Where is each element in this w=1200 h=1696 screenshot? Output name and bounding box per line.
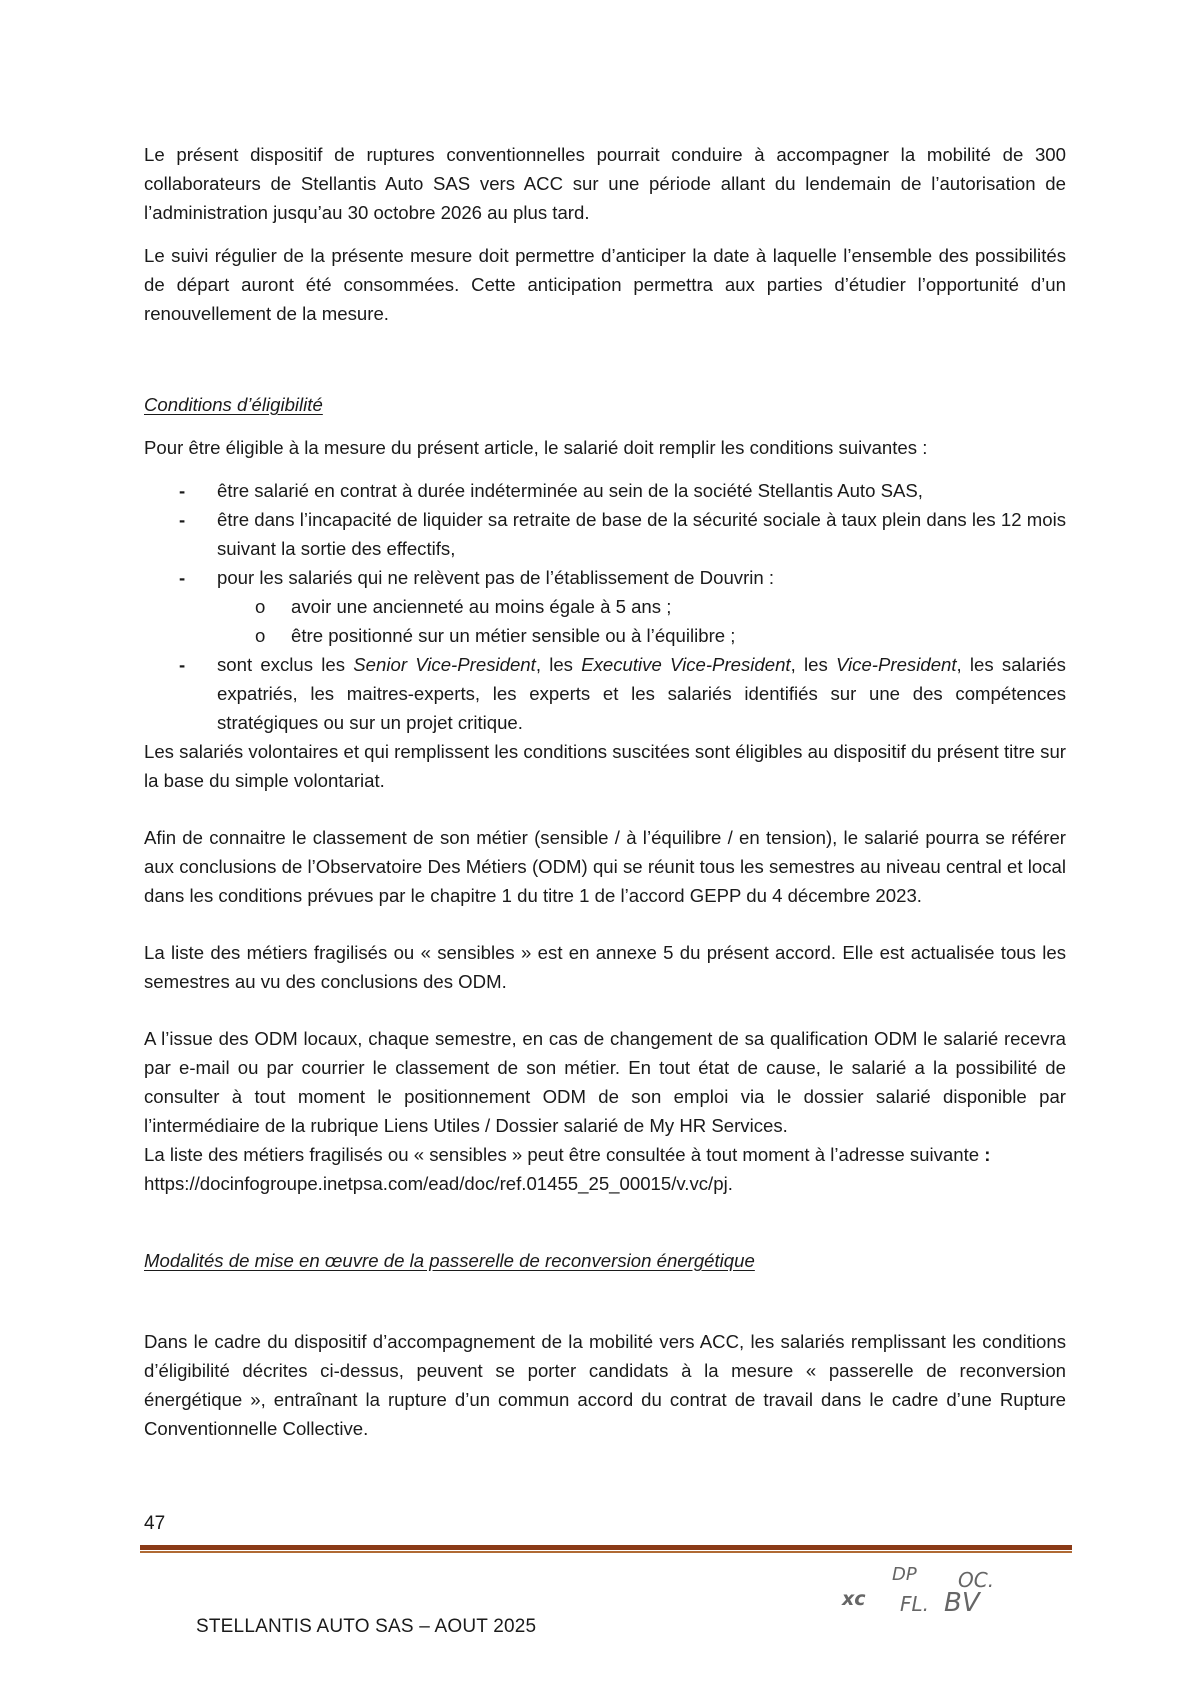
initials-fl: FL. — [900, 1592, 930, 1616]
footer-rule — [140, 1545, 1072, 1550]
condition-retirement: être dans l’incapacité de liquider sa retraite de base de la sécurité sociale à taux plein dans les 12 mois suivant la sortie des effectifs, — [217, 509, 1066, 559]
list-item — [144, 650, 1066, 737]
handwritten-initials — [832, 1560, 1012, 1640]
exclusion-vp: Vice-President — [835, 654, 957, 675]
condition-cdi: être salarié en contrat à durée indéterminée au sein de la société Stellantis Auto SAS, — [217, 480, 923, 501]
initials-oc: OC. — [958, 1568, 995, 1592]
footer-title: STELLANTIS AUTO SAS – AOUT 2025 — [196, 1616, 537, 1637]
sub-condition-seniority: avoir une ancienneté au moins égale à 5 ans ; — [291, 596, 672, 617]
paragraph-volunteers: Les salariés volontaires et qui remplissent les conditions suscitées sont éligibles au dispositif du présent titre sur la base du simple volontariat. — [144, 741, 1066, 791]
initials-bv: BV — [944, 1588, 980, 1618]
section-title-passerelle: Modalités de mise en œuvre de la passerelle de reconversion énergétique — [144, 1250, 755, 1271]
exclusion-t4: , les salariés expatriés, les maitres-experts, les experts et les salariés identifiés sur une des compétences stratégiques ou sur un projet critique. — [217, 654, 1066, 733]
paragraph-passerelle: Dans le cadre du dispositif d’accompagnement de la mobilité vers ACC, les salariés remplissant les conditions d’éligibilité décrites ci-dessus, peuvent se porter candidats à la mesure « passerelle de reconversion énergétique », entraînant la rupture d’un commun accord du contrat de travail dans le cadre d’une Rupture Conventionnelle Collective. — [144, 1331, 1066, 1439]
exclusion-t2: , les — [535, 654, 582, 675]
eligibility-conditions-list — [144, 476, 1066, 737]
consult-url: https://docinfogroupe.inetpsa.com/ead/doc/ref.01455_25_00015/v.vc/pj. — [144, 1173, 733, 1194]
consult-colon: : — [979, 1144, 991, 1165]
initials-xc: xc — [842, 1588, 866, 1610]
section-title-eligibility: Conditions d’éligibilité — [144, 394, 323, 415]
paragraph-odm: Afin de connaitre le classement de son métier (sensible / à l’équilibre / en tension), le salarié pourra se référer aux conclusions de l’Observatoire Des Métiers (ODM) qui se réunit tous les semestres au niveau central et local dans les conditions prévues par le chapitre 1 du titre 1 de l’accord GEPP du 4 décembre 2023. — [144, 827, 1066, 906]
paragraph-follow-up: Le suivi régulier de la présente mesure doit permettre d’anticiper la date à laquelle l’ensemble des possibilités de départ auront été consommées. Cette anticipation permettra aux parties d’étudier l’opportunité d’un renouvellement de la mesure. — [144, 245, 1066, 324]
list-item — [144, 563, 1066, 650]
list-item — [144, 476, 1066, 505]
consult-text: La liste des métiers fragilisés ou « sensibles » peut être consultée à tout moment à l’adresse suivante — [144, 1144, 980, 1165]
list-item — [144, 505, 1066, 563]
paragraph-sensitive-list: La liste des métiers fragilisés ou « sensibles » est en annexe 5 du présent accord. Elle est actualisée tous les semestres au vu des conclusions des ODM. — [144, 942, 1066, 992]
footer-rule-thin — [140, 1551, 1072, 1553]
sub-condition-job: être positionné sur un métier sensible ou à l’équilibre ; — [291, 625, 736, 646]
exclusion-senior-vp: Senior Vice-President — [353, 654, 536, 675]
eligibility-intro: Pour être éligible à la mesure du présent article, le salarié doit remplir les conditions suivantes : — [144, 437, 928, 458]
exclusion-t3: , les — [790, 654, 836, 675]
sub-list-item — [217, 592, 1066, 621]
page-number: 47 — [144, 1513, 166, 1534]
condition-douvrin: pour les salariés qui ne relèvent pas de l’établissement de Douvrin : — [217, 567, 775, 588]
douvrin-sub-list — [217, 592, 1066, 650]
initials-dp: DP — [892, 1564, 917, 1585]
paragraph-odm-outcome: A l’issue des ODM locaux, chaque semestre, en cas de changement de sa qualification ODM le salarié recevra par e-mail ou par courrier le classement de son métier. En tout état de cause, le salarié a la possibilité de consulter à tout moment le positionnement ODM de son emploi via le dossier salarié disponible par l’intermédiaire de la rubrique Liens Utiles / Dossier salarié de My HR Services. — [144, 1028, 1066, 1136]
exclusion-t1: sont exclus les — [217, 654, 354, 675]
page-content — [144, 140, 1066, 1443]
paragraph-mobility: Le présent dispositif de ruptures conventionnelles pourrait conduire à accompagner la mobilité de 300 collaborateurs de Stellantis Auto SAS vers ACC sur une période allant du lendemain de l’autorisation de l’administration jusqu’au 30 octobre 2026 au plus tard. — [144, 144, 1066, 223]
sub-list-item — [217, 621, 1066, 650]
paragraph-consult — [144, 1140, 1066, 1169]
exclusion-executive-vp: Executive Vice-President — [581, 654, 791, 675]
